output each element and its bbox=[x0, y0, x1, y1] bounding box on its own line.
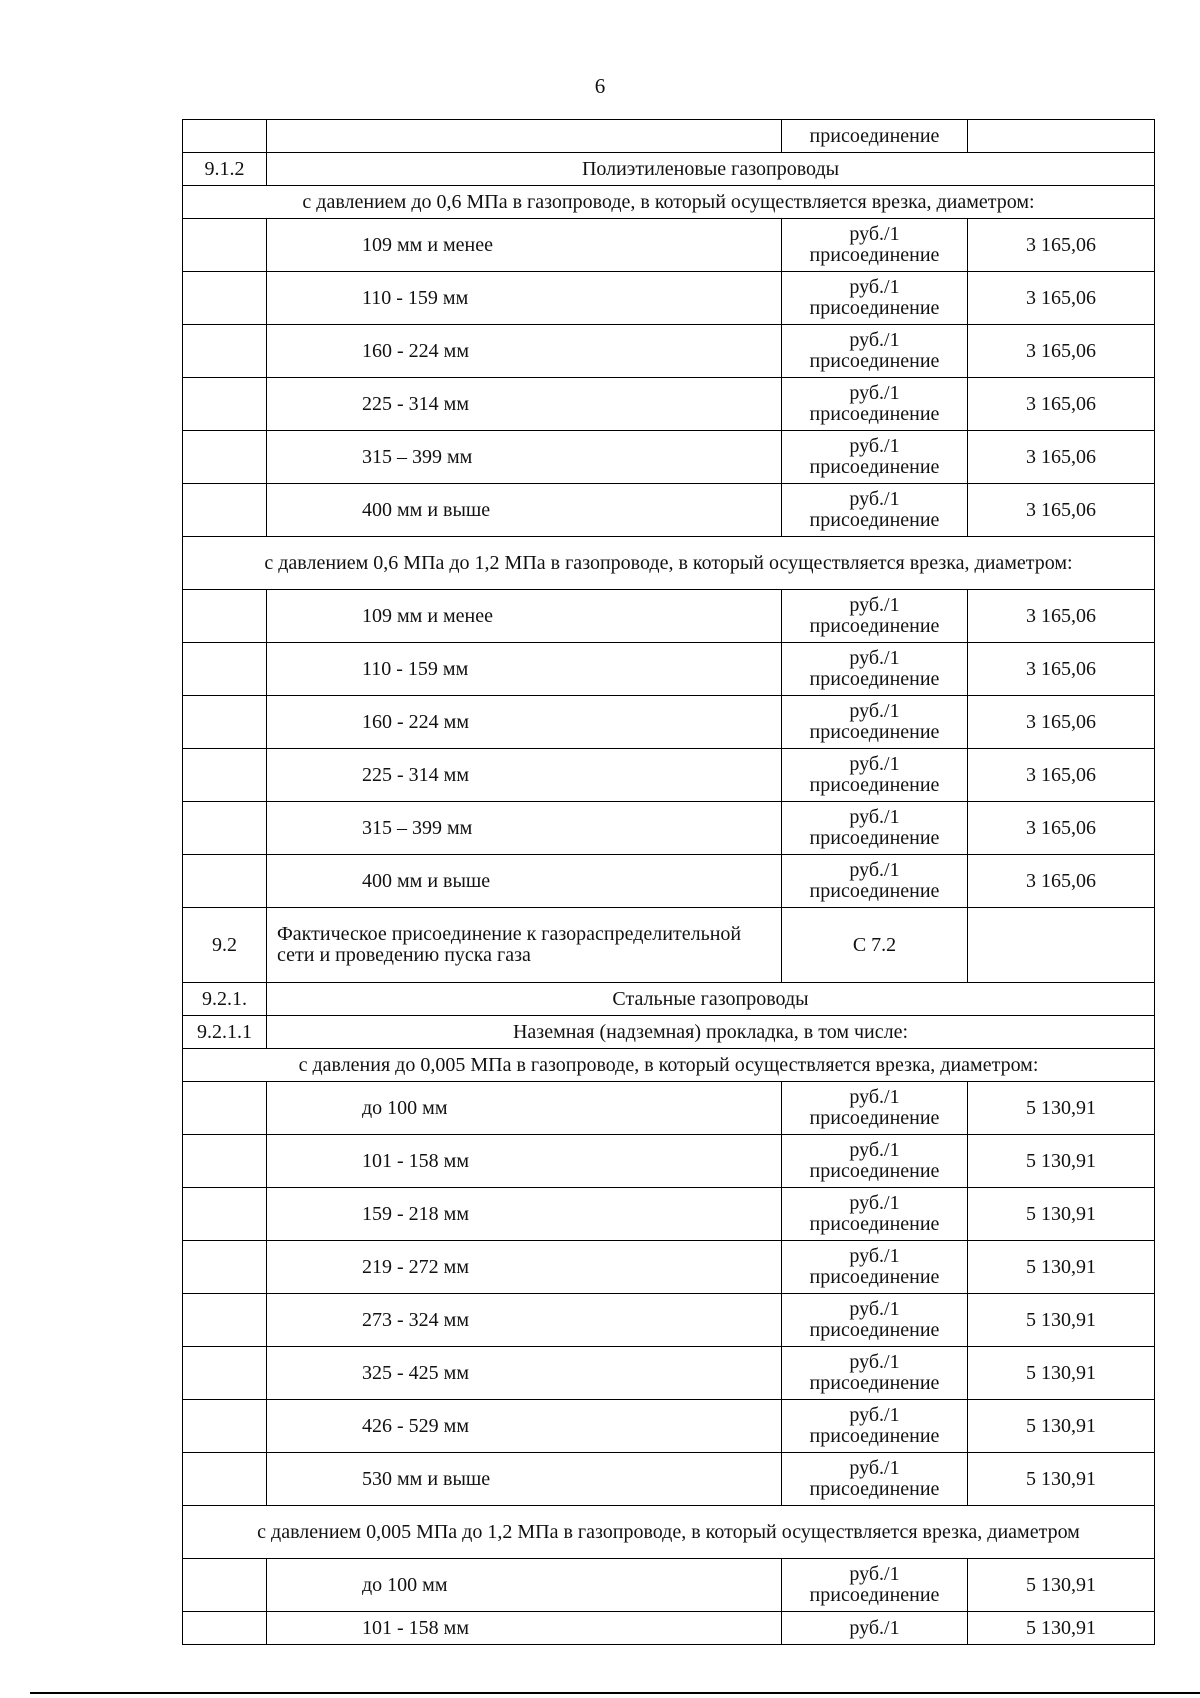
row-group bbox=[183, 1082, 1155, 1506]
unit-line-1: руб./1 bbox=[849, 1404, 900, 1426]
pressure-row bbox=[183, 1506, 1155, 1559]
unit-line-2: присоединение bbox=[809, 774, 940, 796]
table-row bbox=[183, 484, 1155, 537]
section-number: 9.2.1.1 bbox=[183, 1016, 267, 1049]
diameter-label: 426 - 529 мм bbox=[267, 1400, 782, 1453]
row-number bbox=[183, 219, 267, 272]
row-number bbox=[183, 378, 267, 431]
row-number bbox=[183, 590, 267, 643]
diameter-label: 110 - 159 мм bbox=[267, 272, 782, 325]
unit-line-1: руб./1 bbox=[849, 1245, 900, 1267]
price-value: 5 130,91 bbox=[968, 1294, 1155, 1347]
unit-label bbox=[782, 1135, 968, 1188]
table-row bbox=[183, 1082, 1155, 1135]
section-title: Наземная (надземная) прокладка, в том числе: bbox=[267, 1016, 1155, 1049]
section-row bbox=[183, 153, 1155, 186]
unit-line-1: руб./1 bbox=[849, 1139, 900, 1161]
price-value: 5 130,91 bbox=[968, 1453, 1155, 1506]
row-name bbox=[267, 120, 782, 153]
diameter-label: до 100 мм bbox=[267, 1082, 782, 1135]
unit-line-1: руб./1 bbox=[849, 753, 900, 775]
price-value: 5 130,91 bbox=[968, 1135, 1155, 1188]
row-number bbox=[183, 1188, 267, 1241]
price-value: 5 130,91 bbox=[968, 1188, 1155, 1241]
unit-line-2: присоединение bbox=[809, 668, 940, 690]
table-row bbox=[183, 855, 1155, 908]
unit-label bbox=[782, 431, 968, 484]
page-number: 6 bbox=[594, 74, 606, 98]
row-group bbox=[183, 590, 1155, 908]
row-number bbox=[183, 484, 267, 537]
table-row bbox=[183, 749, 1155, 802]
unit-label bbox=[782, 696, 968, 749]
unit-label bbox=[782, 484, 968, 537]
unit-label bbox=[782, 1241, 968, 1294]
diameter-label: 400 мм и выше bbox=[267, 484, 782, 537]
unit-line-1: руб./1 bbox=[849, 1192, 900, 1214]
section-row bbox=[183, 983, 1155, 1016]
table-row bbox=[183, 802, 1155, 855]
unit-label bbox=[782, 590, 968, 643]
unit-line-1: руб./1 bbox=[849, 488, 900, 510]
row-number bbox=[183, 325, 267, 378]
price-value: 3 165,06 bbox=[968, 855, 1155, 908]
row-value bbox=[968, 120, 1155, 153]
unit-label bbox=[782, 643, 968, 696]
unit-label bbox=[782, 1188, 968, 1241]
unit-line-1: руб./1 bbox=[849, 700, 900, 722]
pressure-row bbox=[183, 1049, 1155, 1082]
unit-label: руб./1 bbox=[782, 1612, 968, 1645]
section-unit: С 7.2 bbox=[782, 908, 968, 983]
unit-label bbox=[782, 378, 968, 431]
diameter-label: 101 - 158 мм bbox=[267, 1612, 782, 1645]
unit-line-2: присоединение bbox=[809, 1478, 940, 1500]
diameter-label: 219 - 272 мм bbox=[267, 1241, 782, 1294]
table-row bbox=[183, 1188, 1155, 1241]
unit-line-1: руб./1 bbox=[849, 859, 900, 881]
table-row bbox=[183, 325, 1155, 378]
diameter-label: 325 - 425 мм bbox=[267, 1347, 782, 1400]
price-value: 3 165,06 bbox=[968, 219, 1155, 272]
row-number bbox=[183, 431, 267, 484]
price-value: 3 165,06 bbox=[968, 378, 1155, 431]
table-row bbox=[183, 1347, 1155, 1400]
unit-line-2: присоединение bbox=[809, 509, 940, 531]
price-value: 3 165,06 bbox=[968, 696, 1155, 749]
unit-label bbox=[782, 272, 968, 325]
unit-line-1: руб./1 bbox=[849, 382, 900, 404]
section-row bbox=[183, 1016, 1155, 1049]
price-value: 3 165,06 bbox=[968, 802, 1155, 855]
pressure-row bbox=[183, 186, 1155, 219]
table-row bbox=[183, 590, 1155, 643]
diameter-label: 273 - 324 мм bbox=[267, 1294, 782, 1347]
price-value: 3 165,06 bbox=[968, 590, 1155, 643]
unit-line-2: присоединение bbox=[809, 1107, 940, 1129]
diameter-label: 160 - 224 мм bbox=[267, 325, 782, 378]
unit-line-1: руб./1 bbox=[849, 594, 900, 616]
price-value: 3 165,06 bbox=[968, 272, 1155, 325]
price-value: 3 165,06 bbox=[968, 325, 1155, 378]
unit-line-2: присоединение bbox=[809, 827, 940, 849]
unit-line-1: руб./1 bbox=[849, 1086, 900, 1108]
section-number: 9.2 bbox=[183, 908, 267, 983]
diameter-label: 159 - 218 мм bbox=[267, 1188, 782, 1241]
table-row bbox=[183, 643, 1155, 696]
row-number bbox=[183, 1612, 267, 1645]
unit-line-2: присоединение bbox=[809, 1584, 940, 1606]
unit-line-1: руб./1 bbox=[849, 1457, 900, 1479]
diameter-label: 110 - 159 мм bbox=[267, 643, 782, 696]
bottom-rule bbox=[30, 1692, 1200, 1694]
diameter-label: 109 мм и менее bbox=[267, 219, 782, 272]
unit-line-1: руб./1 bbox=[849, 276, 900, 298]
table-row bbox=[183, 378, 1155, 431]
diameter-label: 160 - 224 мм bbox=[267, 696, 782, 749]
unit-line-1: руб./1 bbox=[849, 329, 900, 351]
table-row bbox=[183, 1294, 1155, 1347]
row-number bbox=[183, 1347, 267, 1400]
row-number bbox=[183, 1135, 267, 1188]
price-value: 5 130,91 bbox=[968, 1241, 1155, 1294]
unit-label bbox=[782, 1082, 968, 1135]
unit-line-2: присоединение bbox=[809, 1425, 940, 1447]
table-row bbox=[183, 1612, 1155, 1645]
unit-label bbox=[782, 1559, 968, 1612]
row-number bbox=[183, 696, 267, 749]
unit-line-1: руб./1 bbox=[849, 1298, 900, 1320]
unit-label bbox=[782, 1294, 968, 1347]
unit-line-1: руб./1 bbox=[849, 647, 900, 669]
unit-line-2: присоединение bbox=[809, 1372, 940, 1394]
row-number bbox=[183, 1400, 267, 1453]
table-row bbox=[183, 120, 1155, 153]
price-value: 5 130,91 bbox=[968, 1347, 1155, 1400]
row-group bbox=[183, 219, 1155, 537]
unit-line-2: присоединение bbox=[809, 1266, 940, 1288]
unit-line-2: присоединение bbox=[809, 1160, 940, 1182]
pressure-subheading: с давлением 0,005 МПа до 1,2 МПа в газопроводе, в который осуществляется врезка, диаметром bbox=[183, 1506, 1155, 1559]
section-title: Фактическое присоединение к газораспределительной сети и проведению пуска газа bbox=[267, 908, 782, 983]
row-number bbox=[183, 120, 267, 153]
row-number bbox=[183, 1294, 267, 1347]
row-number bbox=[183, 1453, 267, 1506]
unit-label bbox=[782, 1453, 968, 1506]
unit-line-2: присоединение bbox=[809, 456, 940, 478]
unit-line-1: руб./1 bbox=[849, 435, 900, 457]
unit-line-2: присоединение bbox=[809, 880, 940, 902]
unit-line-2: присоединение bbox=[809, 350, 940, 372]
unit-label bbox=[782, 219, 968, 272]
unit-line-2: присоединение bbox=[809, 615, 940, 637]
price-value: 5 130,91 bbox=[968, 1559, 1155, 1612]
table-row bbox=[183, 1241, 1155, 1294]
table-row bbox=[183, 431, 1155, 484]
unit-line-1: руб./1 bbox=[849, 223, 900, 245]
price-value: 5 130,91 bbox=[968, 1082, 1155, 1135]
diameter-label: 530 мм и выше bbox=[267, 1453, 782, 1506]
row-number bbox=[183, 749, 267, 802]
unit-line-1: руб./1 bbox=[849, 1563, 900, 1585]
unit-line-1: руб./1 bbox=[849, 1351, 900, 1373]
unit-label bbox=[782, 1347, 968, 1400]
table-row bbox=[183, 696, 1155, 749]
section-value bbox=[968, 908, 1155, 983]
unit-label bbox=[782, 855, 968, 908]
section-row bbox=[183, 908, 1155, 983]
unit-line-2: присоединение bbox=[809, 1213, 940, 1235]
unit-line-1: руб./1 bbox=[849, 806, 900, 828]
unit-label bbox=[782, 325, 968, 378]
unit-line-2: присоединение bbox=[809, 1319, 940, 1341]
diameter-label: 315 – 399 мм bbox=[267, 431, 782, 484]
row-number bbox=[183, 1241, 267, 1294]
price-value: 3 165,06 bbox=[968, 484, 1155, 537]
row-unit: присоединение bbox=[782, 120, 968, 153]
tariff-table bbox=[182, 119, 1155, 1645]
row-number bbox=[183, 272, 267, 325]
diameter-label: 225 - 314 мм bbox=[267, 378, 782, 431]
row-number bbox=[183, 1559, 267, 1612]
pressure-row bbox=[183, 537, 1155, 590]
table-row bbox=[183, 1400, 1155, 1453]
unit-label bbox=[782, 1400, 968, 1453]
diameter-label: 400 мм и выше bbox=[267, 855, 782, 908]
unit-label bbox=[782, 749, 968, 802]
table-row bbox=[183, 1453, 1155, 1506]
diameter-label: 109 мм и менее bbox=[267, 590, 782, 643]
unit-line-2: присоединение bbox=[809, 244, 940, 266]
unit-line-2: присоединение bbox=[809, 403, 940, 425]
row-number bbox=[183, 802, 267, 855]
section-number: 9.2.1. bbox=[183, 983, 267, 1016]
price-value: 3 165,06 bbox=[968, 749, 1155, 802]
pressure-subheading: с давлением 0,6 МПа до 1,2 МПа в газопроводе, в который осуществляется врезка, диаметром: bbox=[183, 537, 1155, 590]
table-row bbox=[183, 272, 1155, 325]
diameter-label: 101 - 158 мм bbox=[267, 1135, 782, 1188]
pressure-subheading: с давления до 0,005 МПа в газопроводе, в который осуществляется врезка, диаметром: bbox=[183, 1049, 1155, 1082]
diameter-label: до 100 мм bbox=[267, 1559, 782, 1612]
price-value: 3 165,06 bbox=[968, 643, 1155, 696]
table-row bbox=[183, 219, 1155, 272]
table-row bbox=[183, 1135, 1155, 1188]
price-value: 3 165,06 bbox=[968, 431, 1155, 484]
section-title: Стальные газопроводы bbox=[267, 983, 1155, 1016]
section-number: 9.1.2 bbox=[183, 153, 267, 186]
row-group bbox=[183, 1559, 1155, 1612]
pressure-subheading: с давлением до 0,6 МПа в газопроводе, в который осуществляется врезка, диаметром: bbox=[183, 186, 1155, 219]
row-number bbox=[183, 1082, 267, 1135]
diameter-label: 225 - 314 мм bbox=[267, 749, 782, 802]
price-value: 5 130,91 bbox=[968, 1612, 1155, 1645]
unit-line-2: присоединение bbox=[809, 721, 940, 743]
price-value: 5 130,91 bbox=[968, 1400, 1155, 1453]
unit-line-2: присоединение bbox=[809, 297, 940, 319]
row-number bbox=[183, 855, 267, 908]
diameter-label: 315 – 399 мм bbox=[267, 802, 782, 855]
row-number bbox=[183, 643, 267, 696]
section-title: Полиэтиленовые газопроводы bbox=[267, 153, 1155, 186]
unit-label bbox=[782, 802, 968, 855]
table-row bbox=[183, 1559, 1155, 1612]
